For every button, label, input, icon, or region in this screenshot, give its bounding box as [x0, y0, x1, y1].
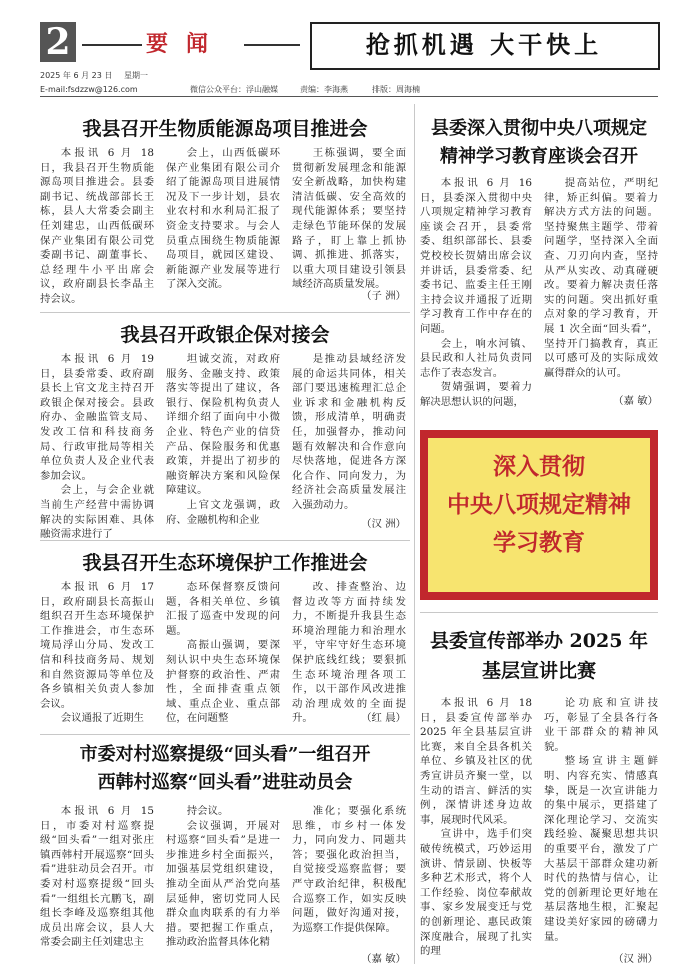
masthead-rule [40, 96, 658, 97]
editor: 责编：李海燕 [300, 85, 348, 94]
layout-credit: 排版：周海楠 [372, 85, 420, 94]
article-ecology-col1: 本报讯 6 月 17 日，政府副县长高振山组织召开生态环境保护工作推进会，市生态环境局浮山分局、发改工信和科技商务局、规划和自然资源局等单位及各乡镇相关负责人参加会议。 会议通报了近期生 [40, 581, 154, 725]
divider [420, 612, 658, 613]
banner-line: 中央八项规定精神 [447, 492, 631, 518]
wechat-platform: 微信公众平台：浮山融媒 [190, 85, 278, 94]
article-bank-col3: 是推动县域经济发展的命运共同体，相关部门要迅速梳理汇总企业诉求和金融机构反馈，形成清单，明确责任，加强督办，推动问题有效解决和合作意向尽快落地，促进各方深化合作、同向发力，为经济社会高质量发展注入强劲动力。 [292, 353, 406, 511]
article-rules-col1: 本报讯 6 月 16 日，县委深入贯彻中央八项规定精神学习教育座谈会召开，县委常委、组织部部长、县委党校校长贺婧出席会议并讲话，县委常委、纪委书记、监委主任王刚主持会议并通报了近期学习教育工作中存在的问题。 会上，响水河镇、县民政和人社局负责同志作了表态发言。 贺婧强调，要着力解决思想认识的问题， [420, 177, 532, 408]
article-inspection-col1: 本报讯 6 月 15 日，市委对村巡察提级“回头看”一组对张庄镇西韩村开展巡察“回头看”进驻动员会召开。市委对村巡察提级“回头看”一组组长亢鹏飞，副组长李峰及巡察组其他成员出席会议，县人大常委会副主任刘建忠主 [40, 805, 154, 949]
slogan: 抢抓机遇 大干快上 [365, 31, 603, 59]
headline-rules-l2: 精神学习教育座谈会召开 [440, 146, 638, 167]
article-lecture-col2: 论功底和宣讲技巧，彰显了全县各行各业干部群众的精神风貌。 整场宣讲主题鲜明、内容充实、情感真挚，既是一次宣讲能力的集中展示，更搭建了深化理论学习、交流实践经验、凝聚思想共识的重要平台，激发了广大基层干部群众建功新时代的热情与信心，让党的创新理论更好地在基层落地生根，汇聚起建设美好家园的磅礴力量。 [544, 697, 658, 943]
article-lecture-col1: 本报讯 6 月 18 日，县委宣传部举办 2025 年全县基层宣讲比赛，来自全县各机关单位、乡镇及社区的优秀宣讲员齐聚一堂，以生动的语言、鲜活的实例，深情讲述身边故事，展现时代风采。 宣讲中，选手们突破传统模式，巧妙运用演讲、情景剧、快板等多种艺术形式，将个人工作经验、岗位奉献故事、家乡发展变迁与党的创新理论、惠民政策深度融合，展现了扎实的理 [420, 697, 532, 958]
byline: （红 晨） [361, 712, 406, 724]
article-biomass-col1: 本报讯 6 月 18 日，我县召开生物质能源岛项目推进会。县委副书记、统战部部长王栋，县人大常委会副主任刘建忠，山西低碳环保产业集团有限公司党委副书记、副董事长、总经理牛小平出席会议，政府副县长李晶主持会议。 [40, 147, 154, 305]
headline-biomass: 我县召开生物质能源岛项目推进会 [82, 118, 368, 140]
headline-bank-enterprise: 我县召开政银企保对接会 [120, 324, 330, 346]
byline: （嘉 敏） [361, 953, 406, 965]
section-name: 要闻 [146, 31, 227, 57]
headline-inspection-l1: 市委对村巡察提级“回头看”一组召开 [79, 744, 371, 765]
headline-rules-l1: 县委深入贯彻中央八项规定 [431, 118, 647, 139]
headline-lecture-l1: 县委宣传部举办 2025 年 [429, 630, 649, 652]
article-biomass-col3: 王栋强调，要全面贯彻新发展理念和能源安全新战略，加快构建清洁低碳、安全高效的现代能源体系；要坚持走绿色节能环保的发展路子，盯上靠上抓协调、抓推进、抓落实，以重大项目建设引领县域经济高质量发展。 [292, 147, 406, 291]
article-biomass-col2: 会上，山西低碳环保产业集团有限公司介绍了能源岛项目进展情况及下一步计划，县农业农村和水利局汇报了资金支持要求。与会人员重点围绕生物质能源岛项目，就园区建设、新能源产业发展等进行了深入交流。 [166, 147, 280, 291]
byline: （汉 洲） [613, 953, 658, 965]
article-bank-col2: 坦诚交流，对政府服务、金融支持、政策落实等提出了建议，各银行、保险机构负责人详细介绍了面向中小微企业、特色产业的信贷产品、保险服务和优惠政策，并提出了初步的融资解决方案和风险保障建议。 上官文龙强调，政府、金融机构和企业 [166, 353, 280, 526]
headline-inspection-l2: 西韩村巡察“回头看”进驻动员会 [97, 772, 353, 793]
email: E-mail:fsdzzw@126.com [40, 85, 138, 94]
divider [40, 540, 410, 541]
divider [40, 734, 410, 735]
issue-weekday: 星期一 [124, 71, 148, 80]
article-inspection-col3: 准化；要强化系统思维，市乡村一体发力，同向发力、同题共答；要强化政治担当，自觉接受巡察监督；要严守政治纪律，积极配合巡察工作，如实反映问题，做好沟通对接，为巡察工作提供保障。 [292, 805, 406, 934]
page-number: 2 [40, 22, 76, 62]
campaign-banner-text [428, 448, 650, 562]
banner-line: 学习教育 [493, 530, 585, 556]
article-rules-col2: 提高站位，严明纪律，矫正纠偏。要着力解决方式方法的问题。坚持聚焦主题学、带着问题学，坚持深入全面查、刀刃向内查，坚持从严从实改、动真碰硬改。要着力解决责任落实的问题。突出抓好重点对象的学习教育，开展 1 次全面“回头看”，坚持开门搞教育，真正以可感可及的实际成效赢得群众的认可。 [544, 177, 658, 379]
column-divider [414, 104, 415, 964]
issue-date: 2025 年 6 月 23 日 [40, 71, 113, 80]
headline-ecology: 我县召开生态环境保护工作推进会 [82, 552, 368, 574]
byline: （子 洲） [361, 290, 406, 302]
article-bank-col1: 本报讯 6 月 19 日，县委常委、政府副县长上官文龙主持召开政银企保对接会。县政府办、金融监管支局、发改工信和科技商务局、行政审批局等相关单位负责人及企业代表参加会议。 会上，与会企业就当前生产经营中需协调解决的实际困难、具体融资需求进行了 [40, 353, 154, 541]
article-ecology-col2: 态环保督察反馈问题，各相关单位、乡镇汇报了巡查中发现的问题。 高振山强调，要深刻认识中央生态环境保护督察的政治性、严肃性，全面排查重点领域、重点企业、重点部位，在问题整 [166, 581, 280, 725]
byline: （汉 洲） [361, 518, 406, 530]
section-rule-left [82, 44, 142, 46]
divider [40, 312, 410, 313]
byline: （嘉 敏） [613, 395, 658, 407]
section-rule-right [244, 44, 300, 46]
banner-line: 深入贯彻 [493, 454, 585, 480]
article-ecology-col3: 改、排查整治、边督边改等方面持续发力，不断提升我县生态环境治理能力和治理水平，守牢守好生态环境保护底线红线；要狠抓生态环境治理各项工作，以干部作风改进推动治理成效的全面提升。 [292, 581, 406, 725]
article-inspection-col2: 持会议。 会议强调，开展对村巡察“回头看”是进一步推进乡村全面振兴，加强基层党组织建设，推动全面从严治党向基层延伸，密切党同人民群众血肉联系的有力举措。要把握工作重点，推动政治监督具体化精 [166, 805, 280, 949]
headline-lecture-l2: 基层宣讲比赛 [481, 660, 596, 682]
